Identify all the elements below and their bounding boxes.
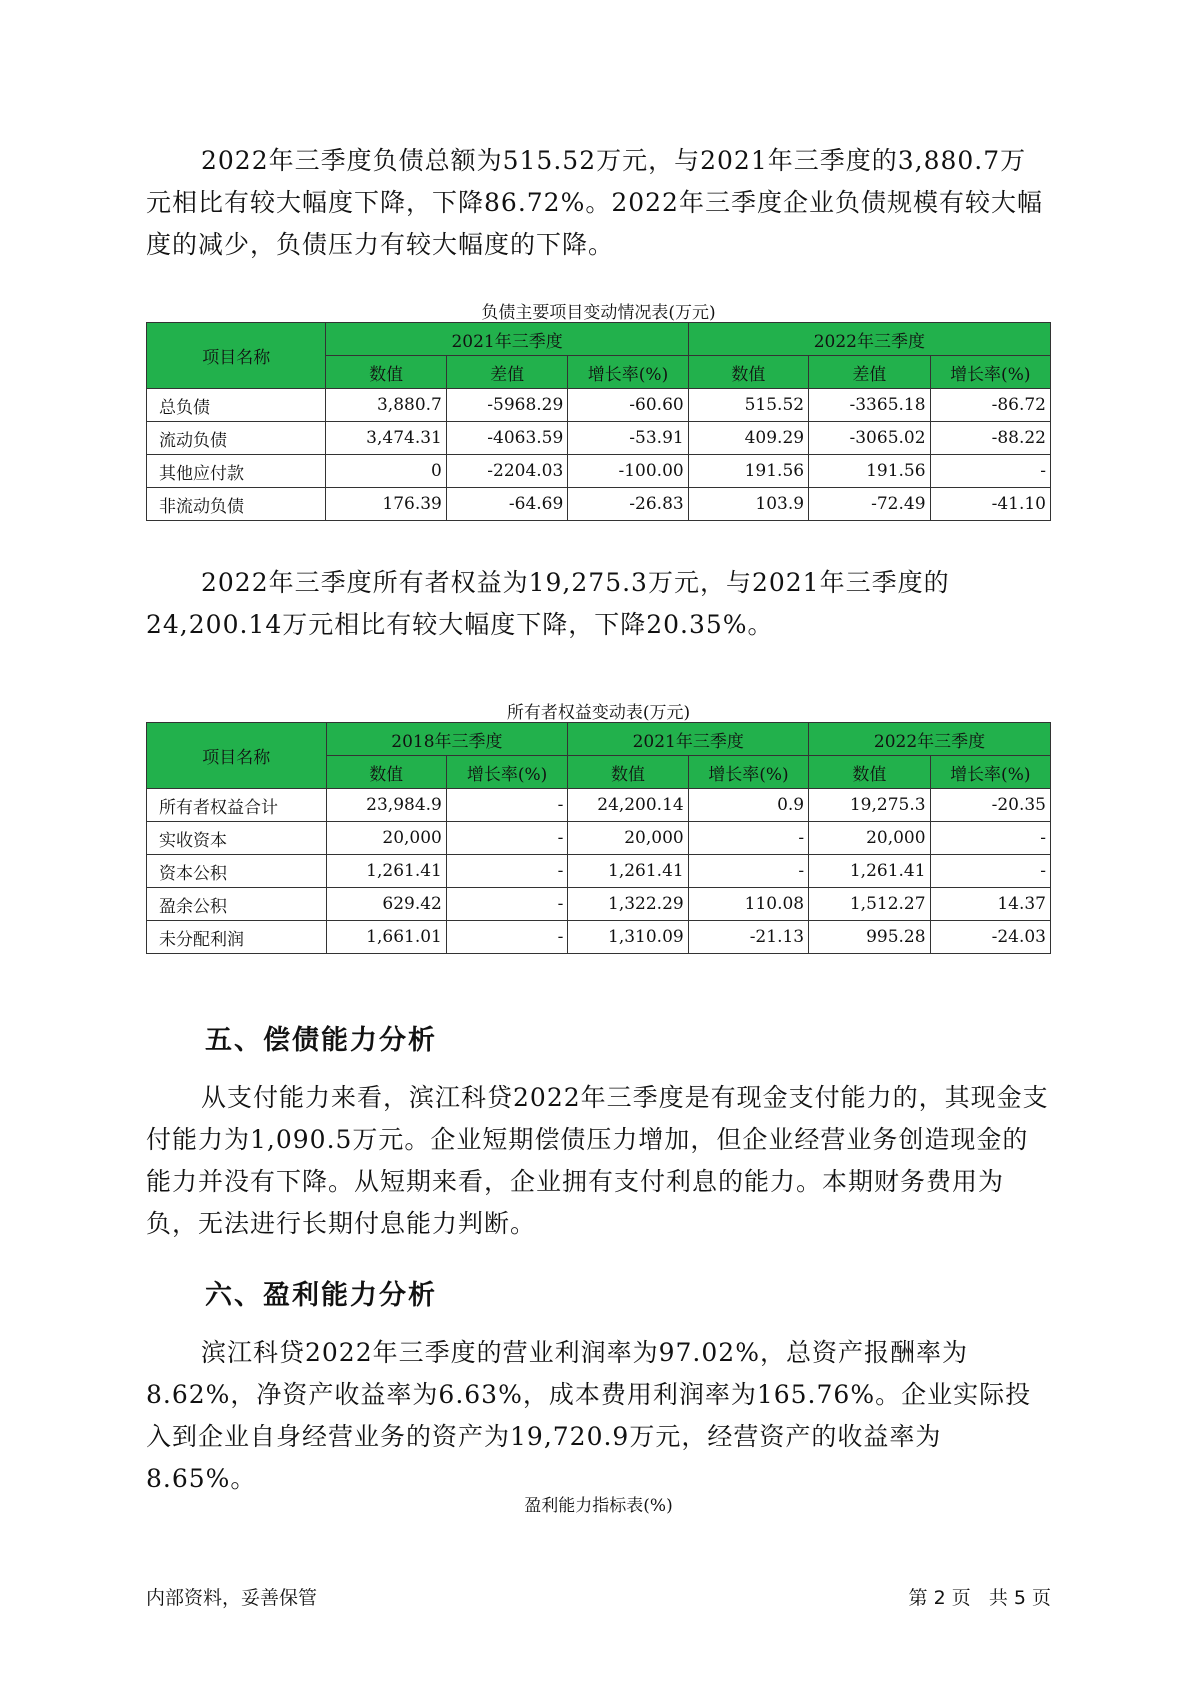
section-heading-profitability: 六、盈利能力分析	[205, 1280, 437, 1311]
table1-sub-header: 差值	[809, 356, 930, 389]
table-row	[147, 855, 1051, 888]
table-cell: -	[930, 455, 1050, 488]
footer-note: 内部资料，妥善保管	[146, 1587, 318, 1609]
table-cell: 23,984.9	[326, 789, 446, 822]
table-row	[147, 921, 1051, 954]
table-cell: -	[688, 855, 808, 888]
row-label: 其他应付款	[147, 455, 326, 488]
table-cell: -88.22	[930, 422, 1050, 455]
table1-name-header: 项目名称	[147, 323, 326, 389]
table2-name-header: 项目名称	[147, 723, 327, 789]
table-cell: 110.08	[688, 888, 808, 921]
table-cell: -5968.29	[446, 389, 567, 422]
table3-caption: 盈利能力指标表(%)	[524, 1496, 673, 1516]
table-cell: 515.52	[688, 389, 808, 422]
table1-group-2022: 2022年三季度	[688, 323, 1050, 356]
table-row	[147, 888, 1051, 921]
table-cell: -72.49	[809, 488, 930, 521]
row-label: 流动负债	[147, 422, 326, 455]
table-cell: 1,261.41	[809, 855, 930, 888]
table-cell: 14.37	[930, 888, 1050, 921]
table-cell: 0.9	[688, 789, 808, 822]
paragraph-solvency: 从支付能力来看，滨江科贷2022年三季度是有现金支付能力的，其现金支付能力为1,090.5万元。企业短期偿债压力增加，但企业经营业务创造现金的能力并没有下降。从短期来看，企业拥有支付利息的能力。本期财务费用为负，无法进行长期付息能力判断。	[146, 1083, 1049, 1238]
row-label: 所有者权益合计	[147, 789, 327, 822]
table1-group-2021: 2021年三季度	[326, 323, 688, 356]
row-label: 盈余公积	[147, 888, 327, 921]
table-cell: -	[930, 822, 1050, 855]
row-label: 未分配利润	[147, 921, 327, 954]
table-cell: -	[446, 789, 567, 822]
table-cell: 3,474.31	[326, 422, 446, 455]
table-cell: 24,200.14	[568, 789, 688, 822]
table-cell: 995.28	[809, 921, 930, 954]
paragraph-profitability: 滨江科贷2022年三季度的营业利润率为97.02%，总资产报酬率为8.62%，净资产收益率为6.63%，成本费用利润率为165.76%。企业实际投入到企业自身经营业务的资产为19,720.9万元，经营资产的收益率为8.65%。	[146, 1338, 1032, 1493]
page-number: 第 2 页 共 5 页	[908, 1587, 1051, 1609]
table2-sub-header: 增长率(%)	[446, 756, 567, 789]
table1-caption: 负债主要项目变动情况表(万元)	[481, 303, 716, 323]
table-cell: -4063.59	[446, 422, 567, 455]
table-cell: 1,661.01	[326, 921, 446, 954]
table1-sub-header: 增长率(%)	[568, 356, 688, 389]
table-cell: 20,000	[326, 822, 446, 855]
table-cell: -	[688, 822, 808, 855]
table2-sub-header: 增长率(%)	[930, 756, 1050, 789]
table-cell: -24.03	[930, 921, 1050, 954]
paragraph-liabilities: 2022年三季度负债总额为515.52万元，与2021年三季度的3,880.7万元相比有较大幅度下降，下降86.72%。2022年三季度企业负债规模有较大幅度的减少，负债压力有较大幅度的下降。	[146, 146, 1043, 259]
table-cell: -100.00	[568, 455, 688, 488]
table2-sub-header: 数值	[326, 756, 446, 789]
table-cell: 1,322.29	[568, 888, 688, 921]
table2-sub-header: 数值	[809, 756, 930, 789]
table-cell: -20.35	[930, 789, 1050, 822]
table-cell: 1,512.27	[809, 888, 930, 921]
table-cell: 0	[326, 455, 446, 488]
table-cell: -64.69	[446, 488, 567, 521]
table2-caption: 所有者权益变动表(万元)	[506, 703, 691, 723]
table-row	[147, 822, 1051, 855]
table-cell: -	[446, 822, 567, 855]
table1-sub-header: 增长率(%)	[930, 356, 1050, 389]
table2-group-2022: 2022年三季度	[809, 723, 1051, 756]
table-cell: 629.42	[326, 888, 446, 921]
table2-group-2021: 2021年三季度	[568, 723, 809, 756]
liabilities-table	[146, 322, 1051, 521]
table2-sub-header: 增长率(%)	[688, 756, 808, 789]
table-cell: -53.91	[568, 422, 688, 455]
table1-sub-header: 数值	[326, 356, 446, 389]
table-cell: -3365.18	[809, 389, 930, 422]
table-cell: -60.60	[568, 389, 688, 422]
table-cell: -	[446, 855, 567, 888]
table-cell: -3065.02	[809, 422, 930, 455]
row-label: 实收资本	[147, 822, 327, 855]
table2-sub-header: 数值	[568, 756, 688, 789]
table-cell: -86.72	[930, 389, 1050, 422]
table-cell: -26.83	[568, 488, 688, 521]
table-row	[147, 422, 1051, 455]
table-cell: 1,261.41	[568, 855, 688, 888]
table-cell: 19,275.3	[809, 789, 930, 822]
table-cell: -	[446, 888, 567, 921]
table1-sub-header: 数值	[688, 356, 808, 389]
table-cell: -21.13	[688, 921, 808, 954]
table-row	[147, 488, 1051, 521]
table-row	[147, 789, 1051, 822]
table-cell: 191.56	[809, 455, 930, 488]
row-label: 总负债	[147, 389, 326, 422]
table-cell: 1,310.09	[568, 921, 688, 954]
row-label: 非流动负债	[147, 488, 326, 521]
row-label: 资本公积	[147, 855, 327, 888]
section-heading-solvency: 五、偿债能力分析	[205, 1025, 437, 1056]
table-cell: 103.9	[688, 488, 808, 521]
table-cell: 176.39	[326, 488, 446, 521]
table-cell: 1,261.41	[326, 855, 446, 888]
table-cell: 20,000	[809, 822, 930, 855]
table-cell: -	[446, 921, 567, 954]
paragraph-equity: 2022年三季度所有者权益为19,275.3万元，与2021年三季度的24,200.14万元相比有较大幅度下降，下降20.35%。	[146, 568, 950, 639]
table1-sub-header: 差值	[446, 356, 567, 389]
table-cell: 3,880.7	[326, 389, 446, 422]
table-cell: 20,000	[568, 822, 688, 855]
table-row	[147, 455, 1051, 488]
table2-group-2018: 2018年三季度	[326, 723, 568, 756]
table-cell: -2204.03	[446, 455, 567, 488]
table-row	[147, 389, 1051, 422]
table-cell: 191.56	[688, 455, 808, 488]
equity-table	[146, 722, 1051, 954]
table-cell: 409.29	[688, 422, 808, 455]
table-cell: -	[930, 855, 1050, 888]
table-cell: -41.10	[930, 488, 1050, 521]
